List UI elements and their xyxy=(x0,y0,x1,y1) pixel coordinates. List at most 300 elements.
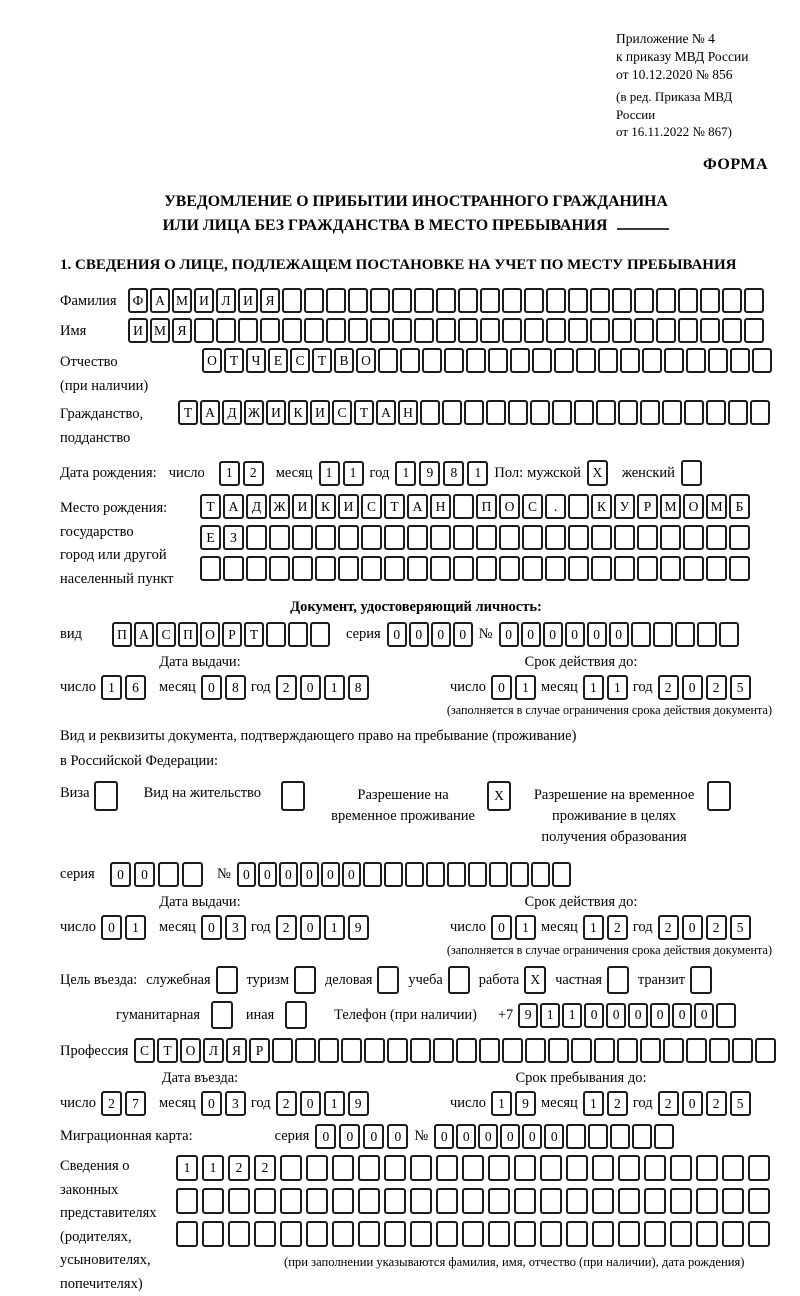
char-cell[interactable]: 2 xyxy=(228,1155,250,1181)
residence-permit-checkbox[interactable] xyxy=(281,781,305,811)
char-cell[interactable] xyxy=(414,318,434,343)
char-cell[interactable] xyxy=(476,556,497,581)
char-cell[interactable]: 1 xyxy=(515,915,536,940)
char-cell[interactable] xyxy=(272,1038,293,1063)
char-cell[interactable] xyxy=(462,1221,484,1247)
char-cell[interactable] xyxy=(458,288,478,313)
char-cell[interactable] xyxy=(444,348,464,373)
representatives-row2-field[interactable] xyxy=(176,1188,770,1214)
residence-issue-day[interactable] xyxy=(101,915,146,940)
char-cell[interactable] xyxy=(571,1038,592,1063)
char-cell[interactable] xyxy=(620,348,640,373)
char-cell[interactable] xyxy=(447,862,466,887)
char-cell[interactable] xyxy=(722,1155,744,1181)
char-cell[interactable] xyxy=(748,1155,770,1181)
char-cell[interactable]: О xyxy=(499,494,520,519)
char-cell[interactable]: 1 xyxy=(324,1091,345,1116)
char-cell[interactable] xyxy=(566,1124,586,1149)
char-cell[interactable] xyxy=(182,862,203,887)
sex-male-checkbox[interactable] xyxy=(587,460,608,486)
char-cell[interactable] xyxy=(683,556,704,581)
char-cell[interactable] xyxy=(430,525,451,550)
char-cell[interactable]: Я xyxy=(226,1038,247,1063)
char-cell[interactable]: 7 xyxy=(125,1091,146,1116)
char-cell[interactable]: К xyxy=(288,400,308,425)
char-cell[interactable] xyxy=(392,288,412,313)
char-cell[interactable]: К xyxy=(591,494,612,519)
char-cell[interactable] xyxy=(678,288,698,313)
char-cell[interactable] xyxy=(722,1221,744,1247)
char-cell[interactable] xyxy=(592,1221,614,1247)
char-cell[interactable]: 1 xyxy=(202,1155,224,1181)
char-cell[interactable] xyxy=(338,556,359,581)
char-cell[interactable]: 5 xyxy=(730,1091,751,1116)
char-cell[interactable] xyxy=(280,1188,302,1214)
char-cell[interactable] xyxy=(592,1155,614,1181)
char-cell[interactable] xyxy=(610,1124,630,1149)
char-cell[interactable]: 0 xyxy=(587,622,607,647)
char-cell[interactable] xyxy=(488,1155,510,1181)
char-cell[interactable] xyxy=(436,1188,458,1214)
char-cell[interactable] xyxy=(281,781,305,811)
char-cell[interactable]: Т xyxy=(244,622,264,647)
char-cell[interactable]: 1 xyxy=(540,1003,560,1028)
char-cell[interactable]: 2 xyxy=(276,1091,297,1116)
char-cell[interactable] xyxy=(545,525,566,550)
char-cell[interactable]: Т xyxy=(354,400,374,425)
char-cell[interactable] xyxy=(94,781,118,811)
char-cell[interactable]: 0 xyxy=(650,1003,670,1028)
char-cell[interactable] xyxy=(591,556,612,581)
char-cell[interactable] xyxy=(384,525,405,550)
char-cell[interactable]: 0 xyxy=(453,622,473,647)
char-cell[interactable] xyxy=(670,1188,692,1214)
char-cell[interactable]: И xyxy=(128,318,148,343)
char-cell[interactable] xyxy=(176,1221,198,1247)
char-cell[interactable] xyxy=(618,1221,640,1247)
arrival-month[interactable] xyxy=(201,1091,246,1116)
char-cell[interactable]: 0 xyxy=(478,1124,498,1149)
char-cell[interactable] xyxy=(266,622,286,647)
char-cell[interactable]: 0 xyxy=(584,1003,604,1028)
char-cell[interactable] xyxy=(664,348,684,373)
char-cell[interactable] xyxy=(722,288,742,313)
char-cell[interactable] xyxy=(348,318,368,343)
char-cell[interactable] xyxy=(269,525,290,550)
char-cell[interactable]: 1 xyxy=(515,675,536,700)
visa-checkbox[interactable] xyxy=(94,781,118,811)
char-cell[interactable] xyxy=(158,862,179,887)
purpose-tourism-checkbox[interactable] xyxy=(294,966,316,994)
char-cell[interactable] xyxy=(644,1221,666,1247)
char-cell[interactable] xyxy=(410,1155,432,1181)
char-cell[interactable]: 0 xyxy=(491,675,512,700)
char-cell[interactable] xyxy=(617,1038,638,1063)
char-cell[interactable]: 8 xyxy=(348,675,369,700)
char-cell[interactable]: П xyxy=(112,622,132,647)
char-cell[interactable] xyxy=(332,1155,354,1181)
char-cell[interactable]: 8 xyxy=(225,675,246,700)
char-cell[interactable]: 1 xyxy=(319,461,340,486)
char-cell[interactable] xyxy=(306,1188,328,1214)
char-cell[interactable] xyxy=(654,1124,674,1149)
char-cell[interactable] xyxy=(318,1038,339,1063)
char-cell[interactable]: Т xyxy=(200,494,221,519)
residence-expiry-month[interactable] xyxy=(583,915,628,940)
char-cell[interactable]: И xyxy=(238,288,258,313)
char-cell[interactable]: 0 xyxy=(682,1091,703,1116)
char-cell[interactable] xyxy=(644,1188,666,1214)
char-cell[interactable] xyxy=(426,862,445,887)
char-cell[interactable] xyxy=(486,400,506,425)
char-cell[interactable] xyxy=(378,348,398,373)
char-cell[interactable]: 0 xyxy=(499,622,519,647)
char-cell[interactable]: У xyxy=(614,494,635,519)
char-cell[interactable]: 0 xyxy=(672,1003,692,1028)
char-cell[interactable]: 0 xyxy=(201,1091,222,1116)
char-cell[interactable] xyxy=(684,400,704,425)
char-cell[interactable] xyxy=(384,1188,406,1214)
birth-place-row2-field[interactable] xyxy=(200,525,750,550)
char-cell[interactable]: А xyxy=(223,494,244,519)
char-cell[interactable]: Ч xyxy=(246,348,266,373)
char-cell[interactable] xyxy=(546,318,566,343)
char-cell[interactable] xyxy=(540,1155,562,1181)
char-cell[interactable] xyxy=(614,556,635,581)
arrival-year[interactable] xyxy=(276,1091,369,1116)
residence-issue-year[interactable] xyxy=(276,915,369,940)
char-cell[interactable] xyxy=(304,318,324,343)
char-cell[interactable] xyxy=(748,1221,770,1247)
char-cell[interactable] xyxy=(530,400,550,425)
char-cell[interactable] xyxy=(479,1038,500,1063)
migration-series-field[interactable] xyxy=(315,1124,408,1149)
char-cell[interactable] xyxy=(462,1188,484,1214)
char-cell[interactable]: 0 xyxy=(342,862,361,887)
char-cell[interactable]: Я xyxy=(260,288,280,313)
char-cell[interactable] xyxy=(387,1038,408,1063)
char-cell[interactable] xyxy=(269,556,290,581)
char-cell[interactable] xyxy=(364,1038,385,1063)
char-cell[interactable]: 0 xyxy=(500,1124,520,1149)
char-cell[interactable] xyxy=(216,318,236,343)
char-cell[interactable]: 0 xyxy=(110,862,131,887)
char-cell[interactable]: 0 xyxy=(682,675,703,700)
char-cell[interactable] xyxy=(466,348,486,373)
char-cell[interactable]: 0 xyxy=(201,915,222,940)
char-cell[interactable] xyxy=(480,318,500,343)
stay-month[interactable] xyxy=(583,1091,628,1116)
char-cell[interactable] xyxy=(499,525,520,550)
char-cell[interactable] xyxy=(488,1188,510,1214)
phone-field[interactable] xyxy=(518,1003,736,1028)
char-cell[interactable] xyxy=(568,556,589,581)
residence-series-field[interactable] xyxy=(110,862,203,887)
char-cell[interactable]: Т xyxy=(312,348,332,373)
char-cell[interactable]: 0 xyxy=(521,622,541,647)
char-cell[interactable] xyxy=(596,400,616,425)
name-field[interactable] xyxy=(128,318,764,343)
char-cell[interactable] xyxy=(420,400,440,425)
char-cell[interactable] xyxy=(568,494,589,519)
char-cell[interactable]: 0 xyxy=(387,1124,408,1149)
char-cell[interactable]: И xyxy=(292,494,313,519)
char-cell[interactable]: 0 xyxy=(201,675,222,700)
char-cell[interactable]: Р xyxy=(637,494,658,519)
char-cell[interactable]: 1 xyxy=(324,915,345,940)
char-cell[interactable] xyxy=(594,1038,615,1063)
doc-issue-month[interactable] xyxy=(201,675,246,700)
char-cell[interactable] xyxy=(358,1188,380,1214)
char-cell[interactable] xyxy=(282,288,302,313)
char-cell[interactable]: А xyxy=(200,400,220,425)
char-cell[interactable]: 1 xyxy=(343,461,364,486)
char-cell[interactable]: С xyxy=(156,622,176,647)
char-cell[interactable] xyxy=(748,1188,770,1214)
char-cell[interactable] xyxy=(502,318,522,343)
profession-field[interactable] xyxy=(134,1038,776,1063)
char-cell[interactable]: 0 xyxy=(409,622,429,647)
char-cell[interactable] xyxy=(750,400,770,425)
char-cell[interactable] xyxy=(612,318,632,343)
stay-year[interactable] xyxy=(658,1091,751,1116)
char-cell[interactable] xyxy=(637,525,658,550)
char-cell[interactable]: С xyxy=(332,400,352,425)
char-cell[interactable]: Е xyxy=(200,525,221,550)
char-cell[interactable]: 0 xyxy=(543,622,563,647)
char-cell[interactable] xyxy=(554,348,574,373)
char-cell[interactable] xyxy=(566,1221,588,1247)
char-cell[interactable]: 1 xyxy=(176,1155,198,1181)
char-cell[interactable] xyxy=(576,348,596,373)
char-cell[interactable] xyxy=(280,1221,302,1247)
char-cell[interactable] xyxy=(306,1221,328,1247)
temp-residence-education-checkbox[interactable] xyxy=(707,781,731,811)
char-cell[interactable] xyxy=(315,556,336,581)
char-cell[interactable] xyxy=(430,556,451,581)
char-cell[interactable]: 1 xyxy=(583,915,604,940)
residence-expiry-day[interactable] xyxy=(491,915,536,940)
char-cell[interactable]: 8 xyxy=(443,461,464,486)
char-cell[interactable] xyxy=(540,1188,562,1214)
char-cell[interactable] xyxy=(202,1188,224,1214)
char-cell[interactable] xyxy=(642,348,662,373)
char-cell[interactable]: Н xyxy=(430,494,451,519)
temp-residence-checkbox[interactable] xyxy=(487,781,511,811)
char-cell[interactable]: А xyxy=(134,622,154,647)
char-cell[interactable] xyxy=(480,288,500,313)
char-cell[interactable] xyxy=(752,348,772,373)
doc-expiry-day[interactable] xyxy=(491,675,536,700)
char-cell[interactable]: 0 xyxy=(300,675,321,700)
purpose-official-checkbox[interactable] xyxy=(216,966,238,994)
char-cell[interactable] xyxy=(588,1124,608,1149)
char-cell[interactable] xyxy=(706,525,727,550)
char-cell[interactable]: X xyxy=(487,781,511,811)
char-cell[interactable] xyxy=(690,966,712,994)
representatives-row1-field[interactable] xyxy=(176,1155,770,1181)
char-cell[interactable]: Ж xyxy=(244,400,264,425)
char-cell[interactable] xyxy=(502,288,522,313)
char-cell[interactable] xyxy=(464,400,484,425)
char-cell[interactable] xyxy=(545,556,566,581)
char-cell[interactable] xyxy=(696,1188,718,1214)
char-cell[interactable]: М xyxy=(172,288,192,313)
char-cell[interactable] xyxy=(532,348,552,373)
char-cell[interactable] xyxy=(200,556,221,581)
char-cell[interactable] xyxy=(228,1188,250,1214)
char-cell[interactable]: Л xyxy=(203,1038,224,1063)
char-cell[interactable]: 5 xyxy=(730,915,751,940)
char-cell[interactable]: А xyxy=(376,400,396,425)
char-cell[interactable] xyxy=(377,966,399,994)
char-cell[interactable] xyxy=(410,1221,432,1247)
char-cell[interactable]: 0 xyxy=(491,915,512,940)
char-cell[interactable] xyxy=(663,1038,684,1063)
char-cell[interactable] xyxy=(644,1155,666,1181)
char-cell[interactable]: Л xyxy=(216,288,236,313)
char-cell[interactable]: 1 xyxy=(583,675,604,700)
char-cell[interactable] xyxy=(540,1221,562,1247)
char-cell[interactable]: Е xyxy=(268,348,288,373)
char-cell[interactable] xyxy=(591,525,612,550)
char-cell[interactable] xyxy=(453,556,474,581)
char-cell[interactable]: 2 xyxy=(658,915,679,940)
char-cell[interactable]: 0 xyxy=(387,622,407,647)
char-cell[interactable]: 0 xyxy=(544,1124,564,1149)
char-cell[interactable] xyxy=(361,556,382,581)
char-cell[interactable] xyxy=(552,400,572,425)
char-cell[interactable] xyxy=(326,318,346,343)
char-cell[interactable]: 1 xyxy=(583,1091,604,1116)
char-cell[interactable] xyxy=(384,556,405,581)
char-cell[interactable] xyxy=(686,1038,707,1063)
char-cell[interactable]: 6 xyxy=(125,675,146,700)
char-cell[interactable] xyxy=(254,1188,276,1214)
purpose-transit-checkbox[interactable] xyxy=(690,966,712,994)
char-cell[interactable] xyxy=(407,525,428,550)
char-cell[interactable] xyxy=(755,1038,776,1063)
char-cell[interactable] xyxy=(618,1188,640,1214)
char-cell[interactable] xyxy=(696,1221,718,1247)
char-cell[interactable]: 2 xyxy=(243,461,264,486)
char-cell[interactable] xyxy=(363,862,382,887)
char-cell[interactable] xyxy=(246,525,267,550)
char-cell[interactable] xyxy=(228,1221,250,1247)
char-cell[interactable] xyxy=(476,525,497,550)
char-cell[interactable]: 9 xyxy=(348,915,369,940)
char-cell[interactable] xyxy=(489,862,508,887)
char-cell[interactable]: Я xyxy=(172,318,192,343)
doc-number-field[interactable] xyxy=(499,622,739,647)
char-cell[interactable] xyxy=(488,1221,510,1247)
char-cell[interactable]: 5 xyxy=(730,675,751,700)
char-cell[interactable] xyxy=(598,348,618,373)
char-cell[interactable]: М xyxy=(150,318,170,343)
char-cell[interactable]: 0 xyxy=(431,622,451,647)
char-cell[interactable] xyxy=(640,400,660,425)
char-cell[interactable]: 0 xyxy=(279,862,298,887)
residence-number-field[interactable] xyxy=(237,862,571,887)
char-cell[interactable] xyxy=(442,400,462,425)
arrival-day[interactable] xyxy=(101,1091,146,1116)
char-cell[interactable]: 2 xyxy=(706,1091,727,1116)
char-cell[interactable]: З xyxy=(223,525,244,550)
char-cell[interactable] xyxy=(744,288,764,313)
char-cell[interactable]: И xyxy=(266,400,286,425)
char-cell[interactable] xyxy=(730,348,750,373)
char-cell[interactable]: П xyxy=(476,494,497,519)
char-cell[interactable] xyxy=(697,622,717,647)
char-cell[interactable] xyxy=(400,348,420,373)
char-cell[interactable] xyxy=(458,318,478,343)
purpose-business-checkbox[interactable] xyxy=(377,966,399,994)
char-cell[interactable] xyxy=(508,400,528,425)
char-cell[interactable]: 3 xyxy=(225,1091,246,1116)
char-cell[interactable] xyxy=(722,1188,744,1214)
char-cell[interactable]: 3 xyxy=(225,915,246,940)
purpose-other-checkbox[interactable] xyxy=(285,1001,307,1029)
char-cell[interactable] xyxy=(634,318,654,343)
doc-expiry-year[interactable] xyxy=(658,675,751,700)
char-cell[interactable] xyxy=(332,1188,354,1214)
char-cell[interactable] xyxy=(414,288,434,313)
char-cell[interactable]: Р xyxy=(249,1038,270,1063)
char-cell[interactable] xyxy=(744,318,764,343)
char-cell[interactable] xyxy=(361,525,382,550)
char-cell[interactable] xyxy=(392,318,412,343)
char-cell[interactable]: 1 xyxy=(562,1003,582,1028)
char-cell[interactable] xyxy=(358,1221,380,1247)
char-cell[interactable] xyxy=(453,525,474,550)
char-cell[interactable]: Ф xyxy=(128,288,148,313)
char-cell[interactable] xyxy=(670,1155,692,1181)
char-cell[interactable] xyxy=(637,556,658,581)
char-cell[interactable] xyxy=(410,1038,431,1063)
char-cell[interactable] xyxy=(696,1155,718,1181)
char-cell[interactable]: 9 xyxy=(518,1003,538,1028)
char-cell[interactable] xyxy=(524,288,544,313)
char-cell[interactable] xyxy=(514,1188,536,1214)
char-cell[interactable] xyxy=(728,400,748,425)
char-cell[interactable]: 0 xyxy=(134,862,155,887)
char-cell[interactable]: 2 xyxy=(276,915,297,940)
char-cell[interactable] xyxy=(384,1155,406,1181)
stay-day[interactable] xyxy=(491,1091,536,1116)
char-cell[interactable]: О xyxy=(202,348,222,373)
char-cell[interactable] xyxy=(729,556,750,581)
char-cell[interactable] xyxy=(453,494,474,519)
char-cell[interactable]: 0 xyxy=(606,1003,626,1028)
char-cell[interactable] xyxy=(660,525,681,550)
char-cell[interactable] xyxy=(522,525,543,550)
char-cell[interactable] xyxy=(254,1221,276,1247)
char-cell[interactable] xyxy=(574,400,594,425)
char-cell[interactable] xyxy=(280,1155,302,1181)
char-cell[interactable]: 0 xyxy=(339,1124,360,1149)
char-cell[interactable] xyxy=(670,1221,692,1247)
char-cell[interactable] xyxy=(436,288,456,313)
char-cell[interactable]: Т xyxy=(384,494,405,519)
char-cell[interactable] xyxy=(436,318,456,343)
char-cell[interactable] xyxy=(510,862,529,887)
char-cell[interactable] xyxy=(370,318,390,343)
residence-issue-month[interactable] xyxy=(201,915,246,940)
char-cell[interactable]: 0 xyxy=(682,915,703,940)
char-cell[interactable] xyxy=(614,525,635,550)
char-cell[interactable] xyxy=(716,1003,736,1028)
char-cell[interactable]: 2 xyxy=(276,675,297,700)
